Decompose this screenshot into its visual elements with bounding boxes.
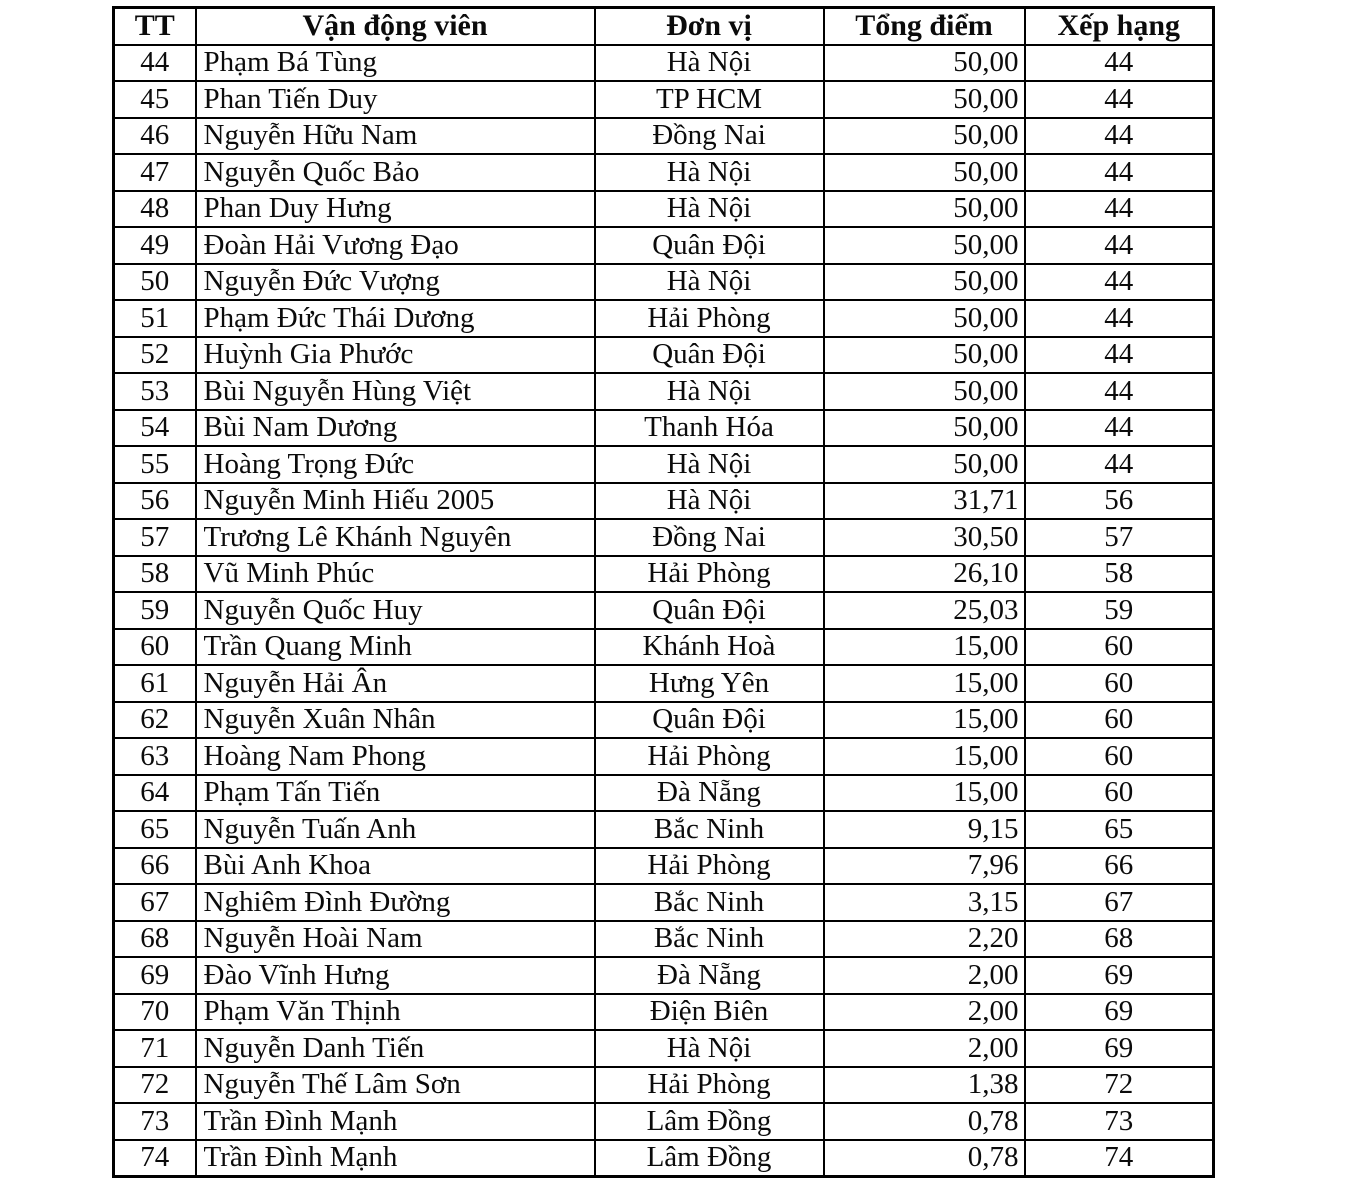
cell-points: 50,00 [824,300,1025,337]
cell-tt: 59 [114,592,196,629]
table-row [114,1103,1214,1140]
table-row [114,300,1214,337]
cell-rank: 67 [1025,884,1214,921]
cell-unit: Quân Đội [595,337,824,374]
cell-unit: Hà Nội [595,483,824,520]
cell-unit: Quân Đội [595,592,824,629]
cell-athlete: Vũ Minh Phúc [196,556,595,593]
cell-tt: 54 [114,410,196,447]
cell-tt: 51 [114,300,196,337]
cell-athlete: Nguyễn Minh Hiếu 2005 [196,483,595,520]
cell-athlete: Phan Duy Hưng [196,191,595,228]
cell-athlete: Bùi Anh Khoa [196,848,595,885]
cell-rank: 44 [1025,154,1214,191]
cell-athlete: Đoàn Hải Vương Đạo [196,227,595,264]
cell-rank: 74 [1025,1140,1214,1177]
cell-points: 0,78 [824,1103,1025,1140]
table-row [114,118,1214,155]
cell-tt: 55 [114,446,196,483]
cell-points: 50,00 [824,191,1025,228]
cell-unit: Đà Nẵng [595,775,824,812]
cell-points: 50,00 [824,446,1025,483]
table-row [114,592,1214,629]
cell-points: 50,00 [824,227,1025,264]
cell-tt: 52 [114,337,196,374]
cell-unit: Đồng Nai [595,118,824,155]
cell-unit: Hưng Yên [595,665,824,702]
cell-tt: 58 [114,556,196,593]
cell-unit: Hà Nội [595,1030,824,1067]
cell-unit: Lâm Đồng [595,1140,824,1177]
cell-points: 30,50 [824,519,1025,556]
table-row [114,1030,1214,1067]
cell-unit: TP HCM [595,81,824,118]
cell-tt: 57 [114,519,196,556]
cell-rank: 69 [1025,994,1214,1031]
cell-rank: 44 [1025,45,1214,82]
cell-points: 2,00 [824,1030,1025,1067]
cell-tt: 69 [114,957,196,994]
cell-athlete: Bùi Nam Dương [196,410,595,447]
table-header-row [114,8,1214,45]
cell-unit: Lâm Đồng [595,1103,824,1140]
cell-rank: 60 [1025,738,1214,775]
table-row [114,775,1214,812]
cell-rank: 68 [1025,921,1214,958]
column-header-athlete: Vận động viên [196,8,595,45]
cell-athlete: Trần Đình Mạnh [196,1103,595,1140]
cell-rank: 44 [1025,191,1214,228]
cell-tt: 48 [114,191,196,228]
cell-rank: 60 [1025,702,1214,739]
table-row [114,410,1214,447]
cell-tt: 46 [114,118,196,155]
cell-rank: 56 [1025,483,1214,520]
cell-points: 15,00 [824,629,1025,666]
table-row [114,483,1214,520]
ranking-table [112,6,1215,1178]
cell-points: 7,96 [824,848,1025,885]
cell-athlete: Phạm Văn Thịnh [196,994,595,1031]
table-body [114,45,1214,1177]
cell-points: 3,15 [824,884,1025,921]
cell-points: 2,00 [824,957,1025,994]
cell-unit: Quân Đội [595,227,824,264]
cell-rank: 69 [1025,1030,1214,1067]
cell-unit: Bắc Ninh [595,884,824,921]
cell-athlete: Nghiêm Đình Đường [196,884,595,921]
column-header-tt: TT [114,8,196,45]
table-row [114,1140,1214,1177]
cell-tt: 45 [114,81,196,118]
cell-rank: 73 [1025,1103,1214,1140]
cell-rank: 44 [1025,264,1214,301]
table-row [114,665,1214,702]
cell-unit: Hải Phòng [595,1067,824,1104]
cell-athlete: Phan Tiến Duy [196,81,595,118]
cell-unit: Hải Phòng [595,848,824,885]
cell-unit: Điện Biên [595,994,824,1031]
table-row [114,702,1214,739]
cell-athlete: Phạm Tấn Tiến [196,775,595,812]
cell-unit: Thanh Hóa [595,410,824,447]
cell-points: 50,00 [824,45,1025,82]
table-row [114,264,1214,301]
cell-athlete: Nguyễn Tuấn Anh [196,811,595,848]
table-row [114,848,1214,885]
cell-unit: Hà Nội [595,446,824,483]
cell-points: 15,00 [824,702,1025,739]
cell-unit: Hải Phòng [595,738,824,775]
cell-points: 50,00 [824,410,1025,447]
cell-rank: 58 [1025,556,1214,593]
cell-tt: 70 [114,994,196,1031]
cell-tt: 56 [114,483,196,520]
column-header-rank: Xếp hạng [1025,8,1214,45]
cell-tt: 61 [114,665,196,702]
cell-points: 2,00 [824,994,1025,1031]
cell-athlete: Trương Lê Khánh Nguyên [196,519,595,556]
table-row [114,556,1214,593]
table-row [114,446,1214,483]
cell-points: 26,10 [824,556,1025,593]
cell-rank: 44 [1025,300,1214,337]
cell-rank: 60 [1025,629,1214,666]
cell-tt: 60 [114,629,196,666]
cell-points: 9,15 [824,811,1025,848]
cell-rank: 44 [1025,118,1214,155]
cell-points: 1,38 [824,1067,1025,1104]
cell-unit: Quân Đội [595,702,824,739]
cell-tt: 66 [114,848,196,885]
cell-rank: 60 [1025,775,1214,812]
cell-points: 50,00 [824,154,1025,191]
cell-points: 50,00 [824,373,1025,410]
column-header-unit: Đơn vị [595,8,824,45]
cell-athlete: Phạm Đức Thái Dương [196,300,595,337]
cell-tt: 63 [114,738,196,775]
cell-rank: 72 [1025,1067,1214,1104]
cell-athlete: Hoàng Trọng Đức [196,446,595,483]
table-row [114,373,1214,410]
cell-athlete: Nguyễn Đức Vượng [196,264,595,301]
cell-rank: 44 [1025,410,1214,447]
cell-unit: Hà Nội [595,45,824,82]
cell-points: 25,03 [824,592,1025,629]
cell-tt: 68 [114,921,196,958]
cell-rank: 44 [1025,337,1214,374]
cell-athlete: Nguyễn Hoài Nam [196,921,595,958]
cell-rank: 65 [1025,811,1214,848]
cell-athlete: Nguyễn Quốc Bảo [196,154,595,191]
cell-tt: 74 [114,1140,196,1177]
table-row [114,811,1214,848]
cell-athlete: Nguyễn Thế Lâm Sơn [196,1067,595,1104]
cell-tt: 67 [114,884,196,921]
table-row [114,921,1214,958]
table-row [114,227,1214,264]
table-row [114,154,1214,191]
table-row [114,81,1214,118]
cell-athlete: Trần Đình Mạnh [196,1140,595,1177]
cell-rank: 69 [1025,957,1214,994]
cell-athlete: Bùi Nguyễn Hùng Việt [196,373,595,410]
cell-tt: 73 [114,1103,196,1140]
cell-unit: Bắc Ninh [595,811,824,848]
cell-unit: Hà Nội [595,264,824,301]
table-row [114,1067,1214,1104]
column-header-points: Tổng điểm [824,8,1025,45]
cell-unit: Bắc Ninh [595,921,824,958]
cell-points: 15,00 [824,738,1025,775]
table-row [114,884,1214,921]
cell-points: 15,00 [824,665,1025,702]
cell-athlete: Nguyễn Hữu Nam [196,118,595,155]
cell-athlete: Nguyễn Hải Ân [196,665,595,702]
cell-rank: 66 [1025,848,1214,885]
cell-rank: 44 [1025,446,1214,483]
cell-unit: Đà Nẵng [595,957,824,994]
cell-athlete: Phạm Bá Tùng [196,45,595,82]
cell-athlete: Nguyễn Xuân Nhân [196,702,595,739]
table-row [114,957,1214,994]
table-row [114,629,1214,666]
cell-unit: Hà Nội [595,154,824,191]
cell-rank: 57 [1025,519,1214,556]
table-row [114,994,1214,1031]
cell-athlete: Nguyễn Quốc Huy [196,592,595,629]
table-row [114,519,1214,556]
cell-points: 2,20 [824,921,1025,958]
cell-rank: 59 [1025,592,1214,629]
cell-athlete: Huỳnh Gia Phước [196,337,595,374]
cell-tt: 71 [114,1030,196,1067]
cell-points: 50,00 [824,264,1025,301]
cell-tt: 72 [114,1067,196,1104]
cell-rank: 44 [1025,81,1214,118]
table-row [114,191,1214,228]
cell-tt: 49 [114,227,196,264]
cell-points: 31,71 [824,483,1025,520]
cell-athlete: Đào Vĩnh Hưng [196,957,595,994]
cell-unit: Hải Phòng [595,300,824,337]
cell-unit: Hà Nội [595,373,824,410]
cell-rank: 44 [1025,373,1214,410]
cell-points: 50,00 [824,337,1025,374]
cell-tt: 64 [114,775,196,812]
cell-points: 0,78 [824,1140,1025,1177]
table-row [114,45,1214,82]
cell-tt: 62 [114,702,196,739]
cell-unit: Hà Nội [595,191,824,228]
cell-tt: 53 [114,373,196,410]
cell-athlete: Trần Quang Minh [196,629,595,666]
cell-rank: 60 [1025,665,1214,702]
cell-rank: 44 [1025,227,1214,264]
cell-tt: 44 [114,45,196,82]
cell-tt: 50 [114,264,196,301]
table-row [114,337,1214,374]
cell-athlete: Nguyễn Danh Tiến [196,1030,595,1067]
cell-unit: Khánh Hoà [595,629,824,666]
cell-points: 50,00 [824,118,1025,155]
cell-unit: Hải Phòng [595,556,824,593]
cell-athlete: Hoàng Nam Phong [196,738,595,775]
cell-points: 50,00 [824,81,1025,118]
cell-tt: 47 [114,154,196,191]
table-row [114,738,1214,775]
cell-points: 15,00 [824,775,1025,812]
cell-unit: Đồng Nai [595,519,824,556]
cell-tt: 65 [114,811,196,848]
